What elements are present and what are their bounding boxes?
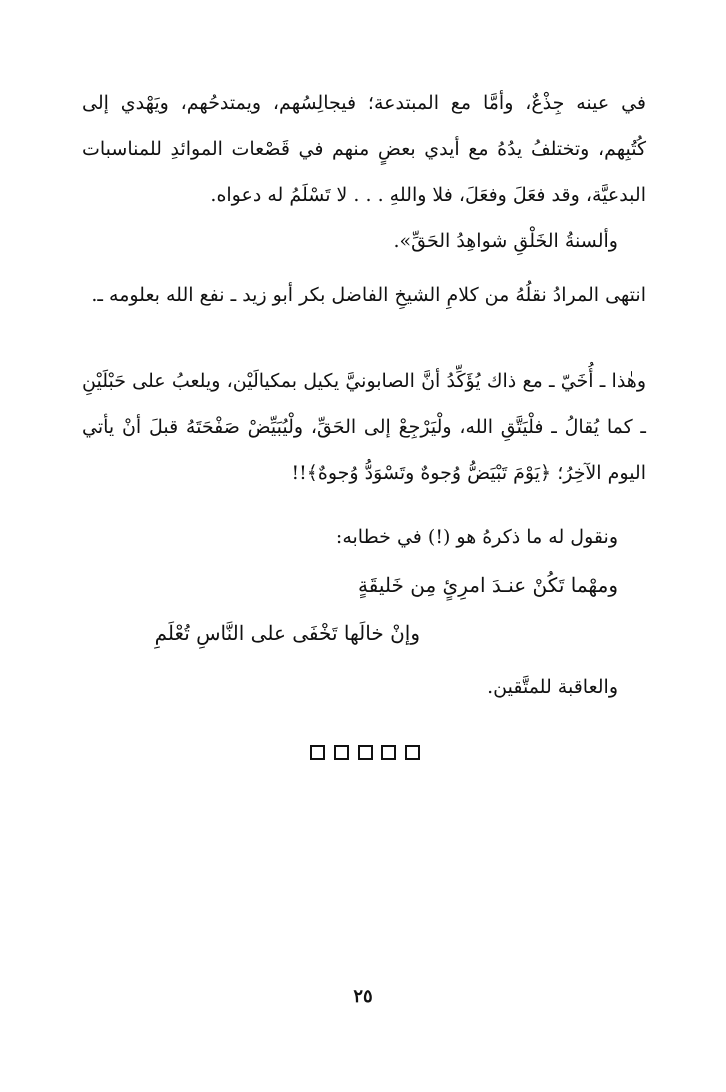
- paragraph-closing: والعاقبة للمتَّقين.: [487, 676, 618, 698]
- page-number: ٢٥: [353, 986, 373, 1007]
- paragraph-argument: وهٰذا ـ أُخَيّ ـ مع ذاك يُؤَكِّدُ أنَّ الصابونيَّ يكيل بمكيالَيْن، ويلعبُ على حَبْلَيْنِ ـ كما يُقالُ ـ فلْيَتَّقِ الله، ولْيَرْجِعْ إلى الحَقِّ، ولْيُبَيِّضْ صَفْحَتَهُ قبلَ أنْ يأتي اليوم الآخِرُ؛ ﴿يَوْمَ تَبْيَضُّ وُجوهٌ وتَسْوَدُّ وُجوهٌ﴾!!: [82, 370, 646, 484]
- paragraph-continuation: في عينه جِذْعٌ، وأمَّا مع المبتدعة؛ فيجالِسُهم، ويمتدحُهم، ويَهْدي إلى كُتُبِهم، وتختلفُ يدُهُ مع أيدي بعضٍ منهم في قَصْعات الموائدِ للمناسبات البدعيَّة، وقد فعَلَ وفعَلَ، فلا واللهِ . . . لا تَسْلَمُ له دعواه.: [82, 92, 646, 206]
- end-square-2: [334, 745, 349, 760]
- end-square-3: [358, 745, 373, 760]
- verse-line-2: وإنْ خالَها تَخْفَى على النَّاسِ تُعْلَمِ: [154, 621, 420, 645]
- end-square-1: [310, 745, 325, 760]
- section-end-ornament: [310, 742, 420, 762]
- paragraph-verse-intro: ونقول له ما ذكرهُ هو (!) في خطابه:: [335, 526, 618, 548]
- paragraph-citation: انتهى المرادُ نقلُهُ من كلامِ الشيخِ الفاضل بكر أبو زيد ـ نفع الله بعلومه ـ.: [91, 284, 646, 306]
- verse-line-1: ومهْما تَكُنْ عنـدَ امرِئٍ مِن خَليقَةٍ: [358, 573, 618, 597]
- end-square-5: [405, 745, 420, 760]
- end-square-4: [381, 745, 396, 760]
- paragraph-quote-end: وألسنةُ الخَلْقِ شواهِدُ الحَقِّ».: [393, 230, 618, 252]
